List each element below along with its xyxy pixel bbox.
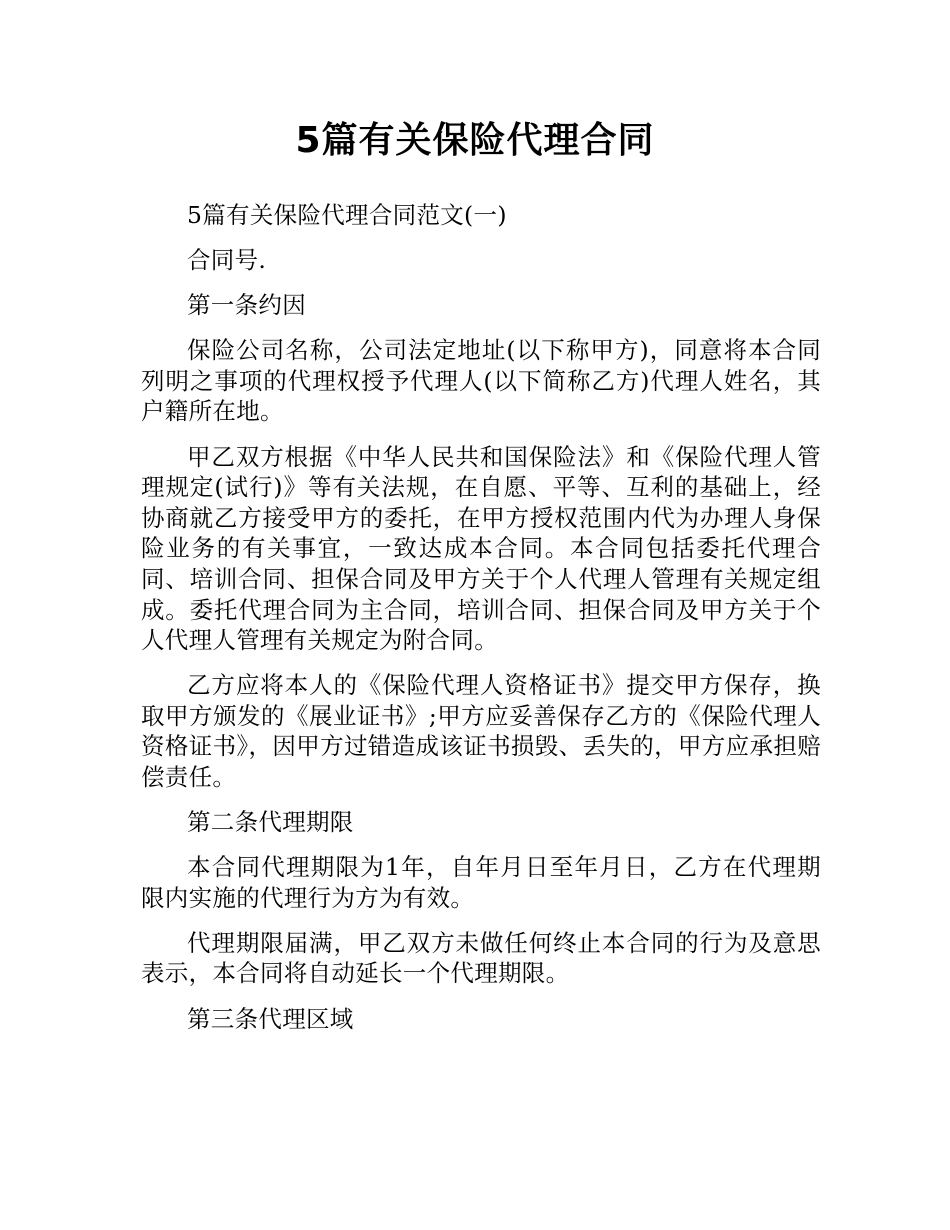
paragraph: 保险公司名称，公司法定地址(以下称甲方)，同意将本合同列明之事项的代理权授予代理人(以下简称乙方)代理人姓名，其户籍所在地。 (141, 336, 821, 426)
section-heading-article-3: 第三条代理区域 (187, 1004, 354, 1033)
document-title: 5篇有关保险代理合同 (295, 120, 655, 161)
section-heading-article-2: 第二条代理期限 (187, 808, 354, 837)
paragraph-subtitle: 5篇有关保险代理合同范文(一) (187, 201, 507, 229)
section-heading-article-1: 第一条约因 (187, 291, 306, 320)
paragraph: 代理期限届满，甲乙双方未做任何终止本合同的行为及意思表示，本合同将自动延长一个代理期限。 (141, 928, 821, 988)
paragraph-contract-number: 合同号. (187, 246, 267, 275)
paragraph: 乙方应将本人的《保险代理人资格证书》提交甲方保存，换取甲方颁发的《展业证书》;甲方应妥善保存乙方的《保险代理人资格证书》，因甲方过错造成该证书损毁、丢失的，甲方应承担赔偿责任。 (141, 671, 821, 791)
document-body (141, 200, 821, 1049)
paragraph: 甲乙双方根据《中华人民共和国保险法》和《保险代理人管理规定(试行)》等有关法规，在自愿、平等、互利的基础上，经协商就乙方接受甲方的委托，在甲方授权范围内代为办理人身保险业务的有关事宜，一致达成本合同。本合同包括委托代理合同、培训合同、担保合同及甲方关于个人代理人管理有关规定组成。委托代理合同为主合同，培训合同、担保合同及甲方关于个人代理人管理有关规定为附合同。 (141, 442, 821, 655)
paragraph: 本合同代理期限为1年，自年月日至年月日，乙方在代理期限内实施的代理行为方为有效。 (141, 853, 821, 912)
